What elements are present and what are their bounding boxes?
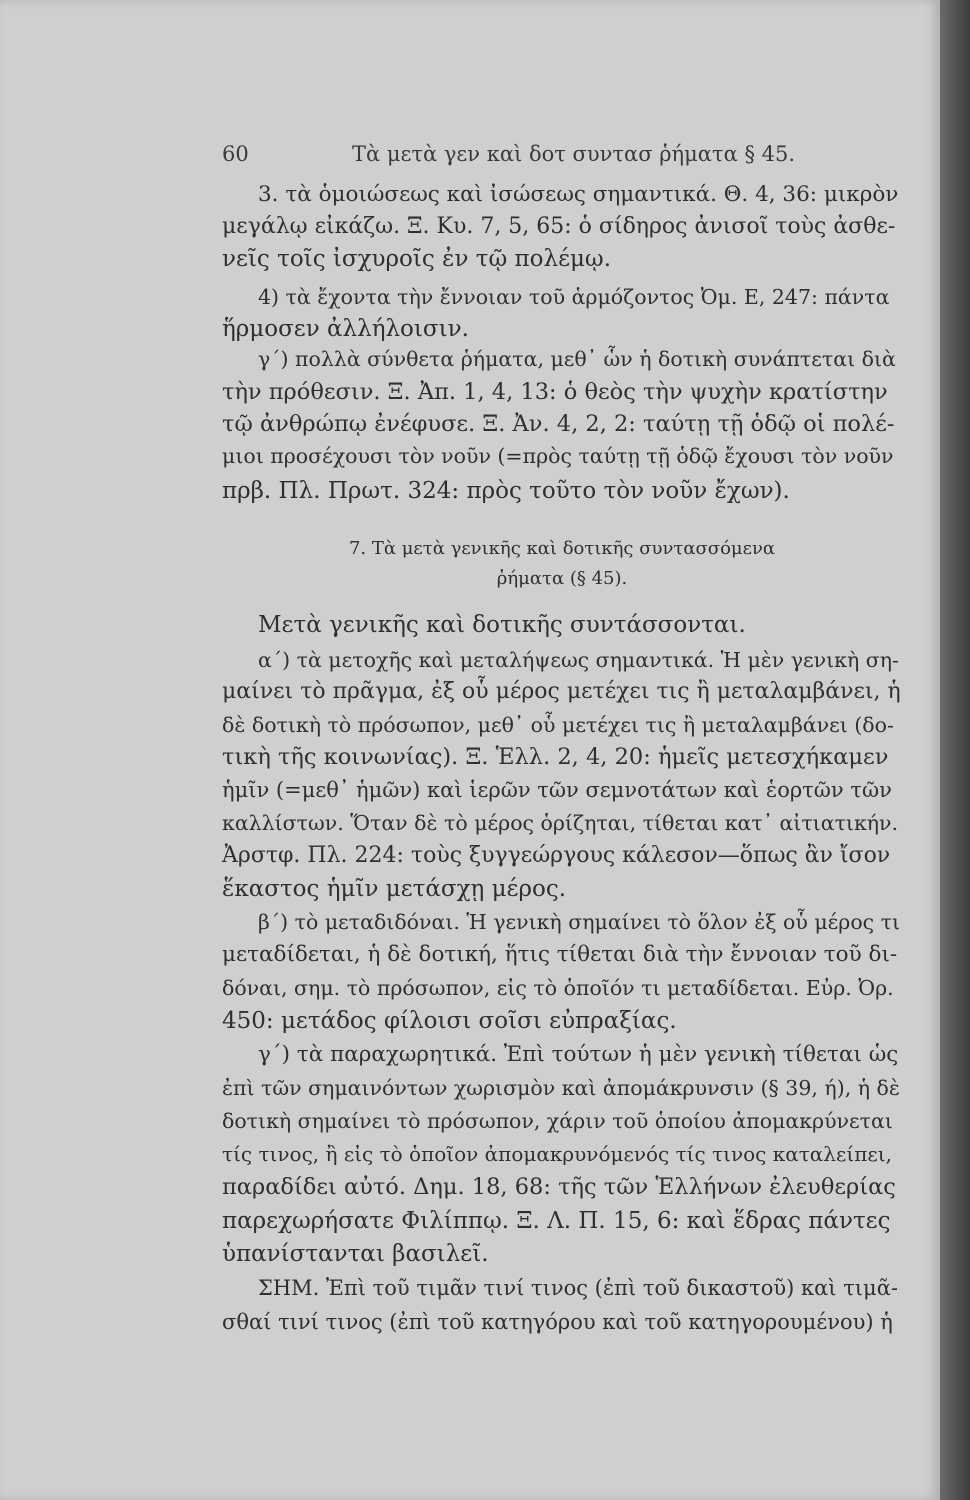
text-line: 4) τὰ ἔχοντα τὴν ἔννοιαν τοῦ ἁρμόζοντος Ὀμ. Ε, 247: πάντα [258,285,890,309]
text-line: καλλίστων. Ὅταν δὲ τὸ μέρος ὁρίζηται, τίθεται κατ᾽ αἰτιατικήν. [222,811,899,835]
book-gutter-edge [940,0,970,1500]
running-header [222,142,862,172]
text-line: Μετὰ γενικῆς καὶ δοτικῆς συντάσσονται. [258,612,746,638]
text-line: 3. τὰ ὁμοιώσεως καὶ ἰσώσεως σημαντικά. Θ. 4, 36: μικρὸν [258,182,899,207]
text-line: τίς τινος, ἢ εἰς τὸ ὁποῖον ἀπομακρυνόμενός τίς τινος καταλείπει, [222,1142,892,1166]
text-line: ΣΗΜ. Ἐπὶ τοῦ τιμᾶν τινί τινος (ἐπὶ τοῦ δικαστοῦ) καὶ τιμᾶ- [258,1276,898,1300]
section-subtitle: ῥήματα (§ 45). [496,568,628,589]
text-line: δοτικὴ σημαίνει τὸ πρόσωπον, χάριν τοῦ ὁποίου ἀπομακρύνεται [222,1109,893,1133]
text-line: πρβ. Πλ. Πρωτ. 324: πρὸς τοῦτο τὸν νοῦν ἔχων). [222,478,790,504]
text-line: γ΄) τὰ παραχωρητικά. Ἐπὶ τούτων ἡ μὲν γενικὴ τίθεται ὡς [258,1042,899,1067]
section-title: 7. Τὰ μετὰ γενικῆς καὶ δοτικῆς συντασσόμενα [348,538,776,559]
header-title: Τὰ μετὰ γεν καὶ δοτ συντασ ῥήματα § 45. [352,142,796,166]
text-line: δόναι, σημ. τὸ πρόσωπον, εἰς τὸ ὁποῖόν τι μεταδίδεται. Εὐρ. Ὀρ. [222,976,894,1000]
text-line: α΄) τὰ μετοχῆς καὶ μεταλήψεως σημαντικά. Ἡ μὲν γενικὴ ση- [258,648,899,672]
page-number: 60 [222,142,249,166]
text-line: ὑπανίστανται βασιλεῖ. [222,1241,489,1267]
text-line: παραδίδει αὐτό. Δημ. 18, 68: τῆς τῶν Ἑλλήνων ἐλευθερίας [222,1174,896,1200]
text-line: τικὴ τῆς κοινωνίας). Ξ. Ἑλλ. 2, 4, 20: ἡμεῖς μετεσχήκαμεν [222,744,889,770]
text-line: ἕκαστος ἡμῖν μετάσχῃ μέρος. [222,876,567,902]
text-line: Ἀρστφ. Πλ. 224: τοὺς ξυγγεώργους κάλεσον—ὅπως ἂν ἴσον [222,843,891,868]
text-line: μεταδίδεται, ἡ δὲ δοτική, ἥτις τίθεται διὰ τὴν ἔννοιαν τοῦ δι- [222,942,898,967]
text-line: σθαί τινί τινος (ἐπὶ τοῦ κατηγόρου καὶ τοῦ κατηγορουμένου) ἡ [222,1310,893,1334]
text-line: παρεχωρήσατε Φιλίππῳ. Ξ. Λ. Π. 15, 6: καὶ ἕδρας πάντες [222,1208,891,1234]
text-line: νεῖς τοῖς ἰσχυροῖς ἐν τῷ πολέμῳ. [222,246,612,272]
text-line: β΄) τὸ μεταδιδόναι. Ἡ γενικὴ σημαίνει τὸ ὅλον ἐξ οὗ μέρος τι [258,910,901,934]
text-line: μαίνει τὸ πρᾶγμα, ἐξ οὗ μέρος μετέχει τις ἢ μεταλαμβάνει, ἡ [222,679,901,704]
text-line: τὴν πρόθεσιν. Ξ. Ἀπ. 1, 4, 13: ὁ θεὸς τὴν ψυχὴν κρατίστην [222,379,888,405]
text-line: μιοι προσέχουσι τὸν νοῦν (=πρὸς ταύτῃ τῇ ὁδῷ ἔχουσι τὸν νοῦν [222,444,894,468]
text-line: τῷ ἀνθρώπῳ ἐνέφυσε. Ξ. Ἀν. 4, 2, 2: ταύτῃ τῇ ὁδῷ οἱ πολέ- [222,411,895,437]
text-line: μεγάλῳ εἰκάζω. Ξ. Κυ. 7, 5, 65: ὁ σίδηρος ἀνισοῖ τοὺς ἀσθε- [222,214,896,239]
text-line: ἐπὶ τῶν σημαινόντων χωρισμὸν καὶ ἀπομάκρυνσιν (§ 39, ή), ἡ δὲ [222,1076,900,1100]
text-line: γ΄) πολλὰ σύνθετα ῥήματα, μεθ᾽ ὧν ἡ δοτικὴ συνάπτεται διὰ [258,347,896,371]
text-line: δὲ δοτικὴ τὸ πρόσωπον, μεθ᾽ οὗ μετέχει τις ἢ μεταλαμβάνει (δο- [222,713,894,737]
text-line: ἥρμοσεν ἀλλήλοισιν. [222,316,469,342]
text-line: ἡμῖν (=μεθ᾽ ἡμῶν) καὶ ἱερῶν τῶν σεμνοτάτων καὶ ἑορτῶν τῶν [222,778,892,802]
text-line: 450: μετάδος φίλοισι σοῖσι εὐπραξίας. [222,1008,677,1034]
